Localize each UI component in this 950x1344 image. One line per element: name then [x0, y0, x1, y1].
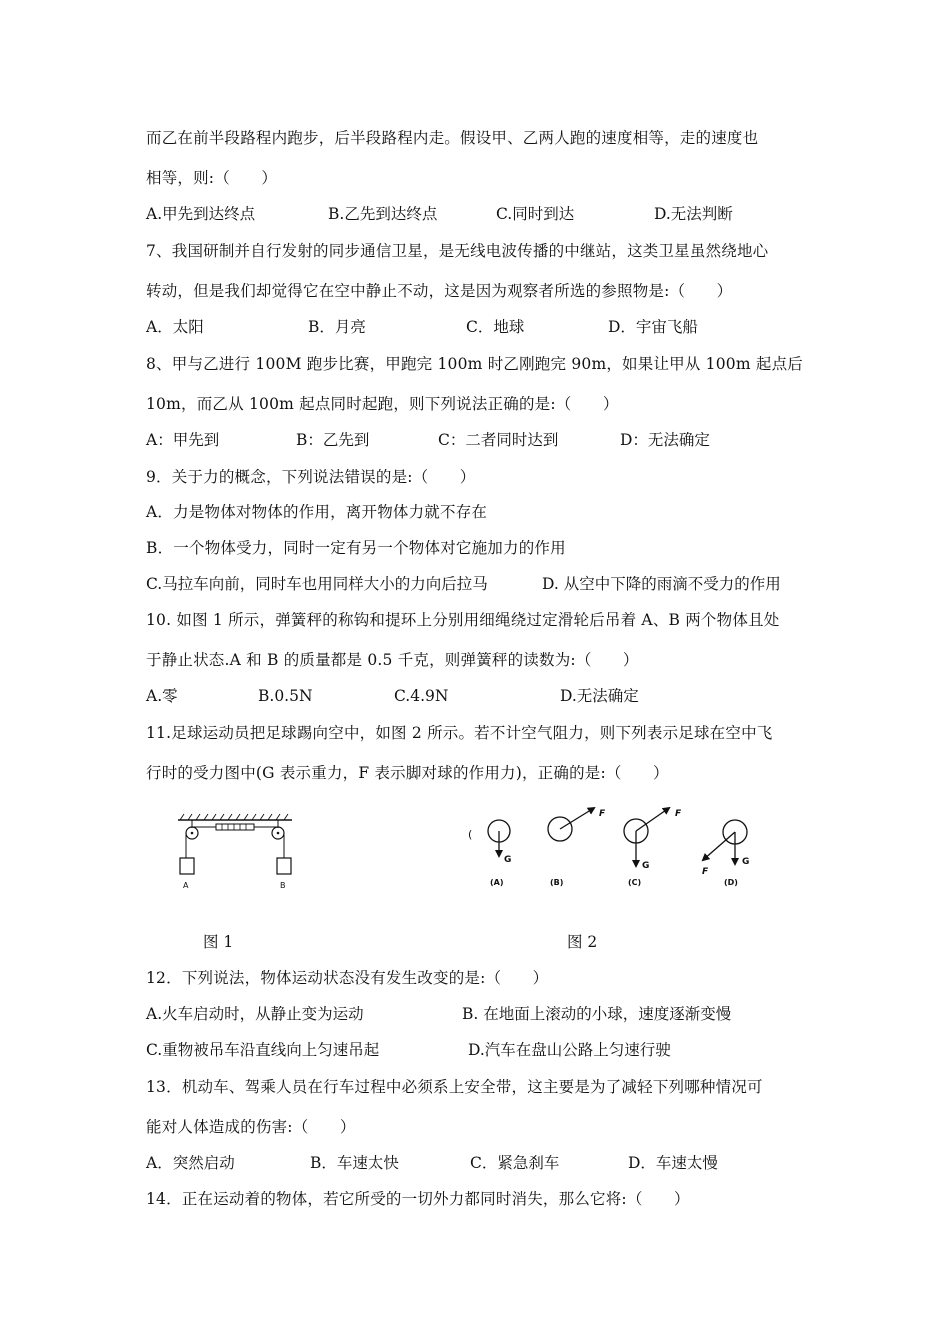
q9-option-c: C.马拉车向前，同时车也用同样大小的力向后拉马: [146, 575, 488, 593]
q6-text-line1: 而乙在前半段路程内跑步，后半段路程内走。假设甲、乙两人跑的速度相等，走的速度也: [146, 129, 759, 147]
q10-text-line1: 10. 如图 1 所示，弹簧秤的称钩和提环上分别用细绳绕过定滑轮后吊着 A、B 两个物体且处: [146, 611, 780, 629]
q9-option-b: B．一个物体受力，同时一定有另一个物体对它施加力的作用: [146, 539, 566, 557]
q13-options: [146, 1153, 808, 1173]
q9-text-line1: 9．关于力的概念，下列说法错误的是:（ ）: [146, 468, 476, 486]
q9-option-d: D. 从空中下降的雨滴不受力的作用: [542, 575, 781, 593]
q12-option-a: A.火车启动时，从静止变为运动: [146, 1005, 364, 1023]
q7-option-a: A．太阳: [146, 318, 204, 336]
q11-text-line1: 11.足球运动员把足球踢向空中，如图 2 所示。若不计空气阻力，则下列表示足球在空中飞: [146, 724, 773, 742]
q13-option-b: B．车速太快: [310, 1154, 399, 1172]
figure-1-pulley-diagram: [172, 806, 302, 896]
figure-2-d-force-g: G: [742, 857, 750, 867]
q6-option-d: D.无法判断: [654, 205, 733, 223]
q13-text-line1: 13．机动车、驾乘人员在行车过程中必须系上安全带，这主要是为了减轻下列哪种情况可: [146, 1078, 763, 1096]
q10-options: [146, 686, 808, 706]
q10-option-d: D.无法确定: [560, 687, 639, 705]
q8-option-b: B：乙先到: [296, 431, 370, 449]
q13-text-line2: 能对人体造成的伤害:（ ）: [146, 1118, 356, 1136]
q6-option-c: C.同时到达: [496, 205, 575, 223]
q13-option-a: A．突然启动: [146, 1154, 235, 1172]
q12-text-line1: 12．下列说法，物体运动状态没有发生改变的是:（ ）: [146, 969, 549, 987]
figure-2-c-force-g: G: [642, 861, 650, 871]
q7-text-line1: 7、我国研制并自行发射的同步通信卫星，是无线电波传播的中继站，这类卫星虽然绕地心: [146, 242, 769, 260]
q7-option-b: B．月亮: [308, 318, 366, 336]
q10-option-a: A.零: [146, 687, 178, 705]
q10-option-c: C.4.9N: [394, 687, 449, 705]
q12-options-ab: [146, 1004, 808, 1024]
figure-2-c-force-f: F: [675, 809, 682, 819]
q7-option-d: D．宇宙飞船: [608, 318, 698, 336]
q9-option-a: A．力是物体对物体的作用，离开物体力就不存在: [146, 503, 488, 521]
figure-2-bracket: (: [468, 828, 473, 841]
figure-2-caption: 图 2: [567, 933, 598, 951]
q8-text-line2: 10m，而乙从 100m 起点同时起跑，则下列说法正确的是:（ ）: [146, 395, 619, 413]
q13-option-d: D．车速太慢: [628, 1154, 718, 1172]
q7-options: [146, 317, 808, 337]
q10-option-b: B.0.5N: [258, 687, 313, 705]
q8-option-c: C：二者同时达到: [438, 431, 559, 449]
figure-2-b-force-f: F: [599, 809, 606, 819]
figure-1-label-a: A: [183, 881, 189, 890]
q12-option-d: D.汽车在盘山公路上匀速行驶: [468, 1041, 671, 1059]
q12-options-cd: [146, 1040, 808, 1060]
q6-option-a: A.甲先到达终点: [146, 205, 256, 223]
q8-option-d: D：无法确定: [620, 431, 710, 449]
q7-option-c: C．地球: [466, 318, 525, 336]
figure-2-force-diagrams: [466, 802, 766, 894]
q12-option-c: C.重物被吊车沿直线向上匀速吊起: [146, 1041, 380, 1059]
q9-options-cd: [146, 574, 808, 594]
q6-options: [146, 204, 808, 224]
q8-options: [146, 430, 808, 450]
figure-2-panel-c: (C): [628, 878, 642, 887]
q10-text-line2: 于静止状态.A 和 B 的质量都是 0.5 千克，则弹簧秤的读数为:（ ）: [146, 651, 639, 669]
q13-option-c: C．紧急刹车: [470, 1154, 560, 1172]
figure-2-panel-b: (B): [550, 878, 564, 887]
q7-text-line2: 转动，但是我们却觉得它在空中静止不动，这是因为观察者所选的参照物是:（ ）: [146, 282, 733, 300]
q11-text-line2: 行时的受力图中(G 表示重力，F 表示脚对球的作用力)，正确的是:（ ）: [146, 764, 669, 782]
figure-2-d-force-f: F: [702, 867, 709, 877]
figure-1-caption: 图 1: [203, 933, 234, 951]
q14-text-line1: 14．正在运动着的物体，若它所受的一切外力都同时消失，那么它将:（ ）: [146, 1190, 690, 1208]
q12-option-b: B. 在地面上滚动的小球，速度逐渐变慢: [462, 1005, 732, 1023]
figure-1-label-b: B: [280, 881, 286, 890]
q6-option-b: B.乙先到达终点: [328, 205, 438, 223]
figure-2-panel-d: (D): [724, 878, 738, 887]
q8-option-a: A：甲先到: [146, 431, 220, 449]
q6-text-line2: 相等，则:（ ）: [146, 169, 278, 187]
figure-2-panel-a: (A): [490, 878, 504, 887]
figure-2-a-force-g: G: [504, 855, 512, 865]
q8-text-line1: 8、甲与乙进行 100M 跑步比赛，甲跑完 100m 时乙刚跑完 90m，如果让甲从 100m 起点后: [146, 355, 803, 373]
